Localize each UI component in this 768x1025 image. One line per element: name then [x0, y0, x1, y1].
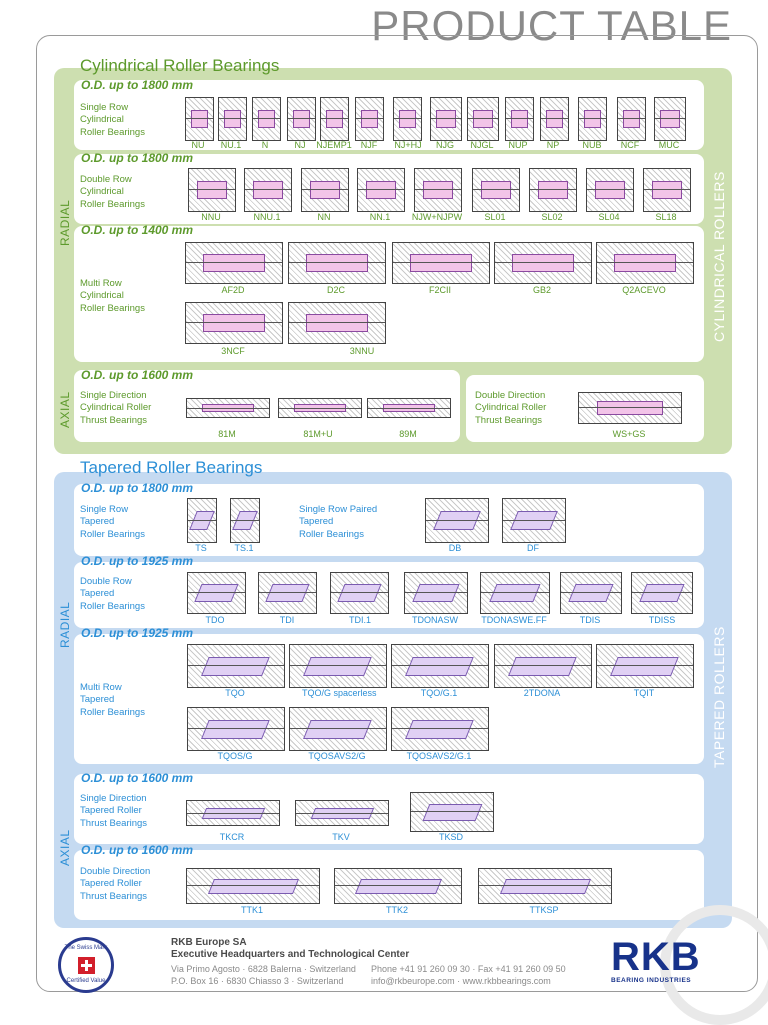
cylindrical-side-label: CYLINDRICAL ROLLERS [711, 171, 727, 342]
rkb-logo [611, 937, 733, 984]
bearing-drawing [654, 97, 686, 141]
bearing-drawing [494, 242, 592, 284]
code-label: TTKSP [529, 905, 559, 915]
code-label: TS [195, 543, 207, 553]
tap-axial-double-desc: Double Direction Tapered Roller Thrust Bearings [80, 866, 151, 902]
bearing-drawing [560, 572, 622, 614]
tap-multi-od: O.D. up to 1925 mm [81, 626, 194, 640]
code-label: TDIS [579, 615, 601, 625]
bearing-drawing [393, 97, 422, 141]
bearing-drawing [505, 97, 534, 141]
cylindrical-title: Cylindrical Roller Bearings [80, 56, 280, 75]
tap-axial-single-od: O.D. up to 1600 mm [81, 771, 194, 785]
cyl-single-desc: Single Row Cylindrical Roller Bearings [80, 102, 145, 138]
bearing-drawing [320, 97, 349, 141]
bearing-drawing [586, 168, 634, 212]
code-label: 81M [218, 429, 236, 439]
bearing-drawing [187, 572, 246, 614]
code-label: TQIT [633, 688, 655, 698]
tapered-axial-label: AXIAL [58, 829, 72, 866]
code-label: Q2ACEVO [622, 285, 666, 295]
bearing-drawing [578, 392, 682, 424]
bearing-drawing [529, 168, 577, 212]
code-label: NP [546, 140, 560, 150]
swiss-mark-seal [58, 937, 114, 993]
bearing-drawing [467, 97, 499, 141]
rkb-logo-text: RKB [611, 935, 701, 979]
tap-paired-desc: Single Row Paired Tapered Roller Bearings [299, 504, 378, 540]
code-label: NNU [201, 212, 221, 222]
bearing-drawing [289, 644, 387, 688]
code-label: NCF [620, 140, 640, 150]
seal-bottom-text: Certified Value [66, 978, 106, 984]
bearing-drawing [186, 800, 280, 826]
bearing-drawing [357, 168, 405, 212]
code-label: DF [527, 543, 539, 553]
bearing-drawing [404, 572, 468, 614]
bearing-drawing [430, 97, 462, 141]
code-label: 2TDONA [523, 688, 561, 698]
code-label: NJF [360, 140, 378, 150]
code-label: TDO [205, 615, 225, 625]
bearing-drawing [185, 302, 283, 344]
bearing-drawing [502, 498, 566, 543]
code-label: TQO [225, 688, 245, 698]
bearing-drawing [330, 572, 389, 614]
cyl-multi-desc: Multi Row Cylindrical Roller Bearings [80, 278, 145, 314]
bearing-drawing [301, 168, 349, 212]
bearing-drawing [230, 498, 260, 543]
code-label: TS.1 [234, 543, 254, 553]
code-label: NU.1 [220, 140, 242, 150]
bearing-drawing [287, 97, 316, 141]
tapered-side-label: TAPERED ROLLERS [711, 626, 727, 768]
code-label: 81M+U [303, 429, 333, 439]
bearing-drawing [186, 868, 320, 904]
bearing-drawing [295, 800, 389, 826]
bearing-drawing [187, 707, 285, 751]
bearing-drawing [289, 707, 387, 751]
code-label: N [261, 140, 269, 150]
bearing-drawing [425, 498, 489, 543]
tap-axial-double-od: O.D. up to 1600 mm [81, 843, 194, 857]
code-label: TQOSAVS2/G [308, 751, 366, 761]
footer-phone: Phone +41 91 260 09 30 · Fax +41 91 260 09 50 [371, 964, 566, 974]
code-label: NJ+HJ [394, 140, 422, 150]
swiss-cross-icon [78, 957, 95, 974]
tap-double-od: O.D. up to 1925 mm [81, 554, 194, 568]
code-label: TKV [332, 832, 350, 842]
footer-hq: Executive Headquarters and Technological Center [171, 949, 410, 960]
bearing-drawing [494, 644, 592, 688]
bearing-drawing [252, 97, 281, 141]
bearing-drawing [617, 97, 646, 141]
code-label: NJW+NJPW [411, 212, 463, 222]
bearing-drawing [410, 792, 494, 832]
code-label: SL01 [484, 212, 506, 222]
seal-top-text: The Swiss Mark [64, 945, 108, 951]
bearing-drawing [244, 168, 292, 212]
cyl-axial-od: O.D. up to 1600 mm [81, 368, 194, 382]
code-label: D2C [326, 285, 345, 295]
bearing-drawing [334, 868, 462, 904]
code-label: TQOS/G [217, 751, 253, 761]
code-label: TDONASW [412, 615, 458, 625]
bearing-drawing [187, 644, 285, 688]
code-label: TTK1 [240, 905, 263, 915]
tapered-radial-label: RADIAL [58, 601, 72, 648]
bearing-drawing [391, 707, 489, 751]
code-label: NUP [508, 140, 528, 150]
tap-double-desc: Double Row Tapered Roller Bearings [80, 576, 145, 612]
bearing-drawing [631, 572, 693, 614]
code-label: NNU.1 [253, 212, 281, 222]
bearing-drawing [288, 242, 386, 284]
tapered-title: Tapered Roller Bearings [80, 458, 263, 477]
bearing-drawing [391, 644, 489, 688]
cyl-axial-single-desc: Single Direction Cylindrical Roller Thrust Bearings [80, 390, 152, 426]
bearing-drawing [288, 302, 386, 344]
rkb-logo-subtitle: BEARING INDUSTRIES [611, 977, 692, 984]
code-label: NJEMP1 [316, 140, 352, 150]
bearing-drawing [187, 498, 217, 543]
code-label: SL18 [655, 212, 677, 222]
code-label: TKSD [438, 832, 463, 842]
code-label: SL02 [541, 212, 563, 222]
bearing-drawing [278, 398, 362, 418]
footer-company: RKB Europe SA [171, 937, 247, 948]
bearing-drawing [480, 572, 550, 614]
code-label: AF2D [221, 285, 245, 295]
bearing-drawing [392, 242, 490, 284]
tap-single-od: O.D. up to 1800 mm [81, 481, 194, 495]
code-label: TQO/G.1 [420, 688, 458, 698]
bearing-drawing [186, 398, 270, 418]
code-label: TDONASWE.FF [481, 615, 547, 625]
bearing-drawing [188, 168, 236, 212]
cyl-double-od: O.D. up to 1800 mm [81, 151, 194, 165]
cyl-double-desc: Double Row Cylindrical Roller Bearings [80, 174, 145, 210]
page-title: PRODUCT TABLE [371, 2, 732, 49]
cyl-multi-od: O.D. up to 1400 mm [81, 223, 194, 237]
code-label: SL04 [598, 212, 620, 222]
bearing-drawing [218, 97, 247, 141]
cyl-axial-double-desc: Double Direction Cylindrical Roller Thrust Bearings [475, 390, 547, 426]
code-label: TQOSAVS2/G.1 [406, 751, 472, 761]
code-label: MUC [658, 140, 680, 150]
footer-address-1: Via Primo Agosto · 6828 Balerna · Switzerland [171, 964, 356, 974]
tap-axial-single-desc: Single Direction Tapered Roller Thrust Bearings [80, 793, 148, 829]
code-label: TDI.1 [348, 615, 371, 625]
bearing-drawing [185, 97, 214, 141]
code-label: NJGL [470, 140, 494, 150]
code-label: DB [448, 543, 462, 553]
bearing-drawing [643, 168, 691, 212]
bearing-drawing [478, 868, 612, 904]
tap-single-desc: Single Row Tapered Roller Bearings [80, 504, 145, 540]
cylindrical-radial-label: RADIAL [58, 199, 72, 246]
code-label: TQO/G spacerless [302, 688, 377, 698]
bearing-drawing [185, 242, 283, 284]
code-label: NJG [436, 140, 454, 150]
code-label: 89M [399, 429, 417, 439]
code-label: WS+GS [612, 429, 646, 439]
code-label: 3NNU [349, 346, 375, 356]
bearing-drawing [414, 168, 462, 212]
cyl-single-od: O.D. up to 1800 mm [81, 78, 194, 92]
code-label: GB2 [532, 285, 551, 295]
code-label: TTK2 [385, 905, 408, 915]
bearing-drawing [540, 97, 569, 141]
code-label: NUB [582, 140, 602, 150]
code-label: F2CII [428, 285, 451, 295]
code-label: TDISS [648, 615, 676, 625]
bearing-drawing [578, 97, 607, 141]
code-label: NJ [294, 140, 306, 150]
code-label: TDI [279, 615, 295, 625]
tap-multi-desc: Multi Row Tapered Roller Bearings [80, 682, 145, 718]
bearing-drawing [596, 644, 694, 688]
bearing-drawing [596, 242, 694, 284]
footer-web: info@rkbeurope.com · www.rkbbearings.com [371, 976, 551, 986]
bearing-drawing [472, 168, 520, 212]
code-label: NU [191, 140, 205, 150]
bearing-drawing [367, 398, 451, 418]
code-label: NN.1 [369, 212, 391, 222]
bearing-drawing [355, 97, 384, 141]
footer-address-2: P.O. Box 16 · 6830 Chiasso 3 · Switzerland [171, 976, 344, 986]
code-label: 3NCF [221, 346, 245, 356]
code-label: TKCR [219, 832, 245, 842]
code-label: NN [317, 212, 331, 222]
bearing-drawing [258, 572, 317, 614]
cylindrical-axial-label: AXIAL [58, 391, 72, 428]
